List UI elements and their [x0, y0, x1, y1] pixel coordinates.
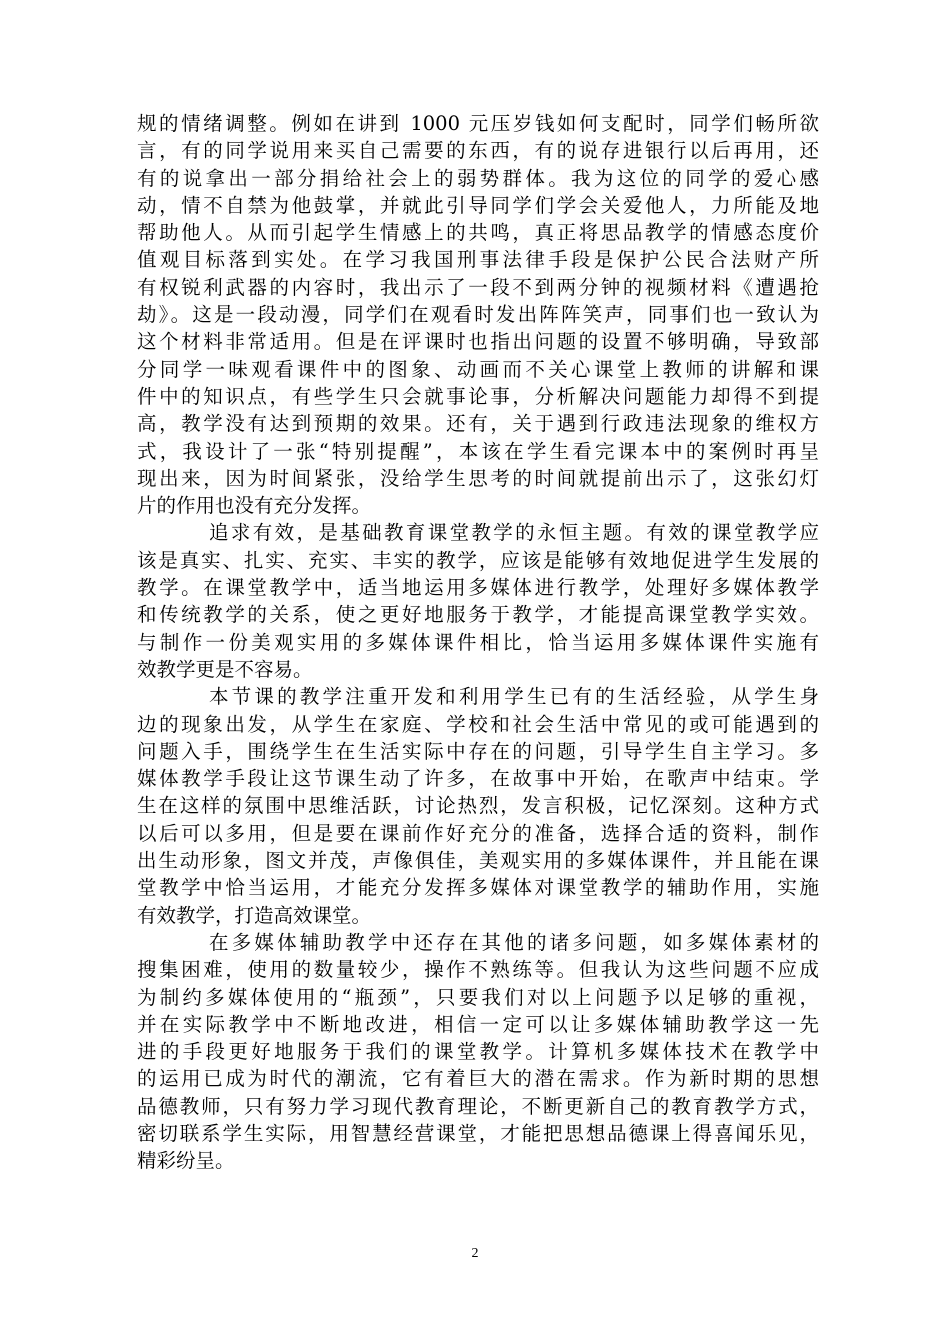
- text-line: 现出来，因为时间紧张，没给学生思考的时间就提前出示了，这张幻灯: [137, 466, 819, 490]
- paragraph: [137, 929, 819, 1175]
- text-line: 和传统教学的关系，使之更好地服务于教学，才能提高课堂教学实效。: [137, 603, 819, 627]
- text-line: 并在实际教学中不断地改进，相信一定可以让多媒体辅助教学这一先: [137, 1012, 819, 1036]
- text-line: 密切联系学生实际，用智慧经营课堂，才能把思想品德课上得喜闻乐见，: [137, 1121, 819, 1145]
- text-line: 式，我设计了一张“特别提醒”，本该在学生看完课本中的案例时再呈: [137, 439, 819, 463]
- text-line: 有效教学，打造高效课堂。: [137, 903, 372, 927]
- text-line: 堂教学中恰当运用，才能充分发挥多媒体对课堂教学的辅助作用，实施: [137, 876, 819, 900]
- paragraph: [137, 683, 819, 929]
- text-line: 效教学更是不容易。: [137, 657, 313, 681]
- text-line: 劫》。这是一段动漫，同学们在观看时发出阵阵笑声，同事们也一致认为: [137, 303, 819, 327]
- text-line: 帮助他人。从而引起学生情感上的共鸣，真正将思品教学的情感态度价: [137, 221, 819, 245]
- text-line: 为制约多媒体使用的“瓶颈”，只要我们对以上问题予以足够的重视，: [137, 985, 819, 1009]
- text-line: 的运用已成为时代的潮流，它有着巨大的潜在需求。作为新时期的思想: [137, 1067, 819, 1091]
- text-line: 该是真实、扎实、充实、丰实的教学，应该是能够有效地促进学生发展的: [137, 548, 819, 572]
- paragraph: [137, 519, 819, 683]
- text-line: 媒体教学手段让这节课生动了许多，在故事中开始，在歌声中结束。学: [137, 767, 819, 791]
- text-line: 片的作用也没有充分发挥。: [137, 494, 372, 518]
- text-line: 边的现象出发，从学生在家庭、学校和社会生活中常见的或可能遇到的: [137, 712, 819, 736]
- document-body: [137, 110, 819, 1175]
- text-line: 生在这样的氛围中思维活跃，讨论热烈，发言积极，记忆深刻。这种方式: [137, 794, 819, 818]
- text-line: 有的说拿出一部分捐给社会上的弱势群体。我为这位的同学的爱心感: [137, 166, 819, 190]
- text-line: 出生动形象，图文并茂，声像俱佳，美观实用的多媒体课件，并且能在课: [137, 849, 819, 873]
- text-line: 精彩纷呈。: [137, 1149, 235, 1173]
- text-line: 教学。在课堂教学中，适当地运用多媒体进行教学，处理好多媒体教学: [137, 576, 819, 600]
- text-line: 值观目标落到实处。在学习我国刑事法律手段是保护公民合法财产所: [137, 248, 819, 272]
- text-line: 件中的知识点，有些学生只会就事论事，分析解决问题能力却得不到提: [137, 384, 819, 408]
- text-line: 与制作一份美观实用的多媒体课件相比，恰当运用多媒体课件实施有: [137, 630, 819, 654]
- text-line: 问题入手，围绕学生在生活实际中存在的问题，引导学生自主学习。多: [137, 739, 819, 763]
- text-line: 本节课的教学注重开发和利用学生已有的生活经验，从学生身: [209, 685, 819, 709]
- text-line: 规的情绪调整。例如在讲到 1000 元压岁钱如何支配时，同学们畅所欲: [137, 112, 819, 135]
- text-line: 追求有效，是基础教育课堂教学的永恒主题。有效的课堂教学应: [209, 521, 819, 545]
- text-line: 言，有的同学说用来买自己需要的东西，有的说存进银行以后再用，还: [137, 139, 819, 163]
- text-line: 动，情不自禁为他鼓掌，并就此引导同学们学会关爱他人，力所能及地: [137, 193, 819, 217]
- text-line: 分同学一味观看课件中的图象、动画而不关心课堂上教师的讲解和课: [137, 357, 819, 381]
- text-line: 以后可以多用，但是要在课前作好充分的准备，选择合适的资料，制作: [137, 821, 819, 845]
- page-number: 2: [471, 1246, 479, 1261]
- text-line: 进的手段更好地服务于我们的课堂教学。计算机多媒体技术在教学中: [137, 1040, 819, 1064]
- text-line: 在多媒体辅助教学中还存在其他的诸多问题，如多媒体素材的: [209, 930, 819, 954]
- paragraph: [137, 110, 819, 519]
- text-line: 搜集困难，使用的数量较少，操作不熟练等。但我认为这些问题不应成: [137, 958, 819, 982]
- text-line: 有权锐利武器的内容时，我出示了一段不到两分钟的视频材料《遭遇抢: [137, 275, 819, 299]
- text-line: 品德教师，只有努力学习现代教育理论，不断更新自己的教育教学方式，: [137, 1094, 819, 1118]
- text-line: 这个材料非常适用。但是在评课时也指出问题的设置不够明确，导致部: [137, 330, 819, 354]
- text-line: 高，教学没有达到预期的效果。还有，关于遇到行政违法现象的维权方: [137, 412, 819, 436]
